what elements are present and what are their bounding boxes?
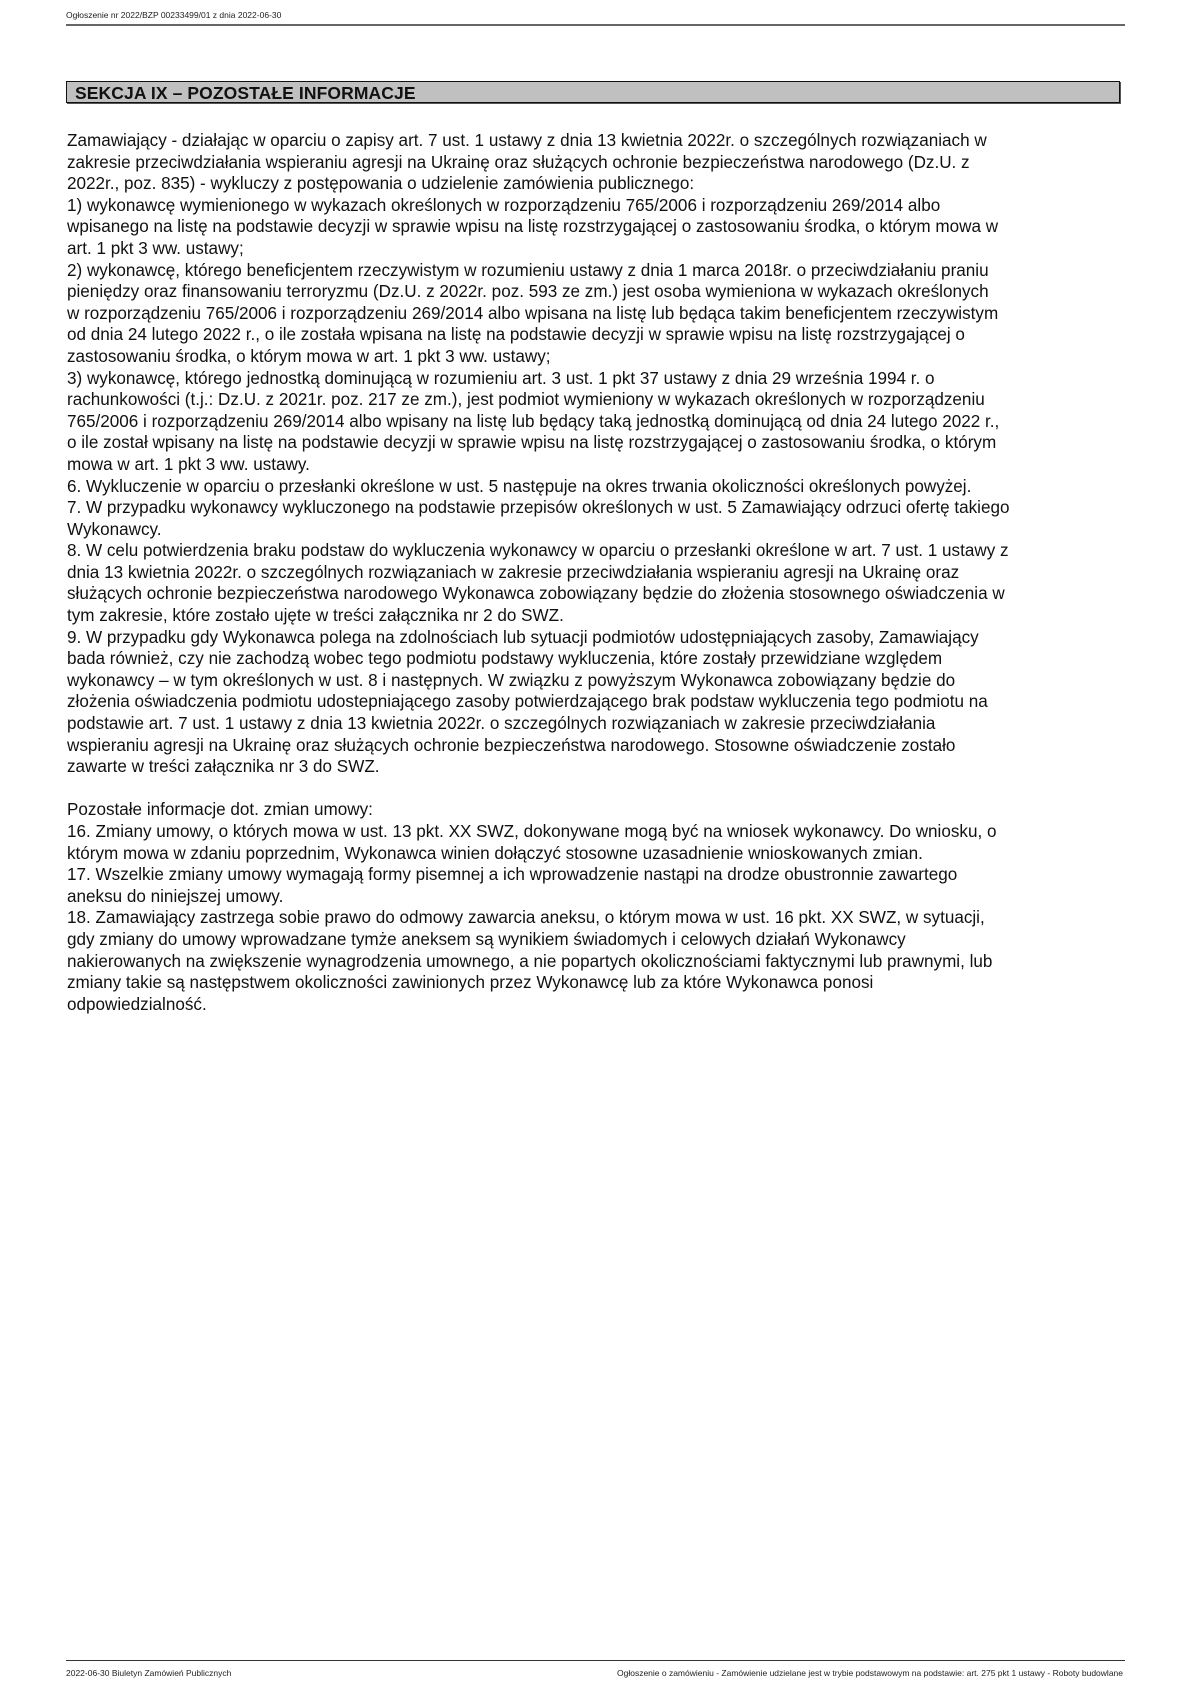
contract-changes-paragraphs	[67, 799, 1137, 1015]
text-line: 6. Wykluczenie w oparciu o przesłanki określone w ust. 5 następuje na okres trwania okoliczności określonych powyżej.	[67, 476, 972, 496]
text-line: zastosowaniu środka, o którym mowa w art. 1 pkt 3 ww. ustawy;	[67, 346, 551, 366]
text-line: dnia 13 kwietnia 2022r. o szczególnych rozwiązaniach w zakresie przeciwdziałania wspieraniu agresji na Ukrainę oraz	[67, 562, 960, 582]
text-line: złożenia oświadczenia podmiotu udostepniającego zasoby potwierdzającego brak podstaw wykluczenia tego podmiotu na	[67, 692, 988, 712]
footer-divider	[66, 1660, 1125, 1661]
text-line: 18. Zamawiający zastrzega sobie prawo do odmowy zawarcia aneksu, o którym mowa w ust. 16 pkt. XX SWZ, w sytuacji,	[67, 908, 985, 928]
text-line: bada również, czy nie zachodzą wobec tego podmiotu podstawy wykluczenia, które zostały przewidziane względem	[67, 649, 943, 669]
text-line: od dnia 24 lutego 2022 r., o ile została wpisana na listę na podstawie decyzji w sprawie wpisu na listę rozstrzygającej o	[67, 325, 965, 345]
text-line: zakresie przeciwdziałania wspieraniu agresji na Ukrainę oraz służących ochronie bezpieczeństwa narodowego (Dz.U. z	[67, 152, 970, 172]
text-line: o ile został wpisany na listę na podstawie decyzji w sprawie wpisu na listę rozstrzygającej o zastosowaniu środka, o którym	[67, 433, 997, 453]
section-title: SEKCJA IX – POZOSTAŁE INFORMACJE	[75, 83, 416, 103]
text-line: 7. W przypadku wykonawcy wykluczonego na podstawie przepisów określonych w ust. 5 Zamawiający odrzuci ofertę takiego	[67, 498, 1010, 518]
exclusion-paragraphs	[67, 130, 1137, 778]
text-line: zmiany takie są następstwem okoliczności zawinionych przez Wykonawcę lub za które Wykonawca ponosi	[67, 973, 874, 993]
text-line: 16. Zmiany umowy, o których mowa w ust. 13 pkt. XX SWZ, dokonywane mogą być na wniosek wykonawcy. Do wniosku, o	[67, 822, 997, 841]
text-line: 17. Wszelkie zmiany umowy wymagają formy pisemnej a ich wprowadzenie nastąpi na drodze obustronnie zawartego	[67, 865, 958, 885]
page-header-notice-id: Ogłoszenie nr 2022/BZP 00233499/01 z dnia 2022-06-30	[66, 10, 282, 20]
text-line: 9. W przypadku gdy Wykonawca polega na zdolnościach lub sytuacji podmiotów udostępniających zasoby, Zamawiający	[67, 627, 979, 647]
text-line: art. 1 pkt 3 ww. ustawy;	[67, 238, 244, 258]
paragraph-gap	[67, 778, 1137, 800]
text-line: podstawie art. 7 ust. 1 ustawy z dnia 13 kwietnia 2022r. o szczególnych rozwiązaniach w zakresie przeciwdziałania	[67, 714, 936, 734]
text-line: wspieraniu agresji na Ukrainę oraz służących ochronie bezpieczeństwa narodowego. Stosowne oświadczenie zostało	[67, 735, 956, 755]
footer-notice-type: Ogłoszenie o zamówieniu - Zamówienie udzielane jest w trybie podstawowym na podstawie: art. 275 pkt 1 ustawy - Roboty budowlane	[616, 1668, 1123, 1678]
text-line: którym mowa w zdaniu poprzednim, Wykonawca winien dołączyć stosowne uzasadnienie wnioskowanych zmian.	[67, 843, 923, 863]
header-divider	[66, 24, 1125, 26]
text-line: gdy zmiany do umowy wprowadzane tymże aneksem są wynikiem świadomych i celowych działań Wykonawcy	[67, 929, 906, 949]
text-line: pieniędzy oraz finansowaniu terroryzmu (Dz.U. z 2022r. poz. 593 ze zm.) jest osoba wymieniona w wykazach określonych	[67, 282, 989, 302]
text-line: wpisanego na listę na podstawie decyzji w sprawie wpisu na listę rozstrzygającej o zastosowaniu środka, o którym mowa w	[67, 217, 999, 237]
text-line: 8. W celu potwierdzenia braku podstaw do wykluczenia wykonawcy w oparciu o przesłanki określone w art. 7 ust. 1 ustawy z	[67, 541, 1009, 561]
text-line: 2022r., poz. 835) - wykluczy z postępowania o udzielenie zamówienia publicznego:	[67, 174, 695, 194]
footer-publication: 2022-06-30 Biuletyn Zamówień Publicznych	[66, 1668, 232, 1678]
text-line: 1) wykonawcę wymienionego w wykazach określonych w rozporządzeniu 765/2006 i rozporządzeniu 269/2014 albo	[67, 195, 941, 215]
text-line: aneksu do niniejszej umowy.	[67, 886, 284, 906]
text-line: zawarte w treści załącznika nr 3 do SWZ.	[67, 757, 380, 777]
document-body	[67, 130, 1137, 1015]
text-line: Pozostałe informacje dot. zmian umowy:	[67, 800, 373, 820]
text-line: odpowiedzialność.	[67, 994, 207, 1014]
text-line: mowa w art. 1 pkt 3 ww. ustawy.	[67, 454, 310, 474]
text-line: Zamawiający - działając w oparciu o zapisy art. 7 ust. 1 ustawy z dnia 13 kwietnia 2022r. o szczególnych rozwiązaniach w	[67, 131, 987, 150]
text-line: 3) wykonawcę, którego jednostką dominującą w rozumieniu art. 3 ust. 1 pkt 37 ustawy z dnia 29 września 1994 r. o	[67, 368, 935, 388]
text-line: Wykonawcy.	[67, 519, 162, 539]
text-line: tym zakresie, które zostało ujęte w treści załącznika nr 2 do SWZ.	[67, 606, 564, 626]
text-line: 2) wykonawcę, którego beneficjentem rzeczywistym w rozumieniu ustawy z dnia 1 marca 2018r. o przeciwdziałaniu praniu	[67, 260, 989, 280]
text-line: w rozporządzeniu 765/2006 i rozporządzeniu 269/2014 albo wpisana na listę lub będąca takim beneficjentem rzeczywistym	[67, 303, 999, 323]
text-line: wykonawcy – w tym określonych w ust. 8 i następnych. W związku z powyższym Wykonawca zobowiązany będzie do	[67, 670, 956, 690]
text-line: 765/2006 i rozporządzeniu 269/2014 albo wpisany na listę lub będący taką jednostką dominującą od dnia 24 lutego 2022 r.,	[67, 411, 1000, 431]
text-line: nakierowanych na zwiększenie wynagrodzenia umownego, a nie popartych okolicznościami faktycznymi lub prawnymi, lub	[67, 951, 993, 971]
text-line: rachunkowości (t.j.: Dz.U. z 2021r. poz. 217 ze zm.), jest podmiot wymieniony w wykazach określonych w rozporządzeniu	[67, 390, 985, 410]
text-line: służących ochronie bezpieczeństwa narodowego Wykonawca zobowiązany będzie do złożenia stosownego oświadczenia w	[67, 584, 1005, 604]
section-heading-box	[66, 81, 1120, 103]
